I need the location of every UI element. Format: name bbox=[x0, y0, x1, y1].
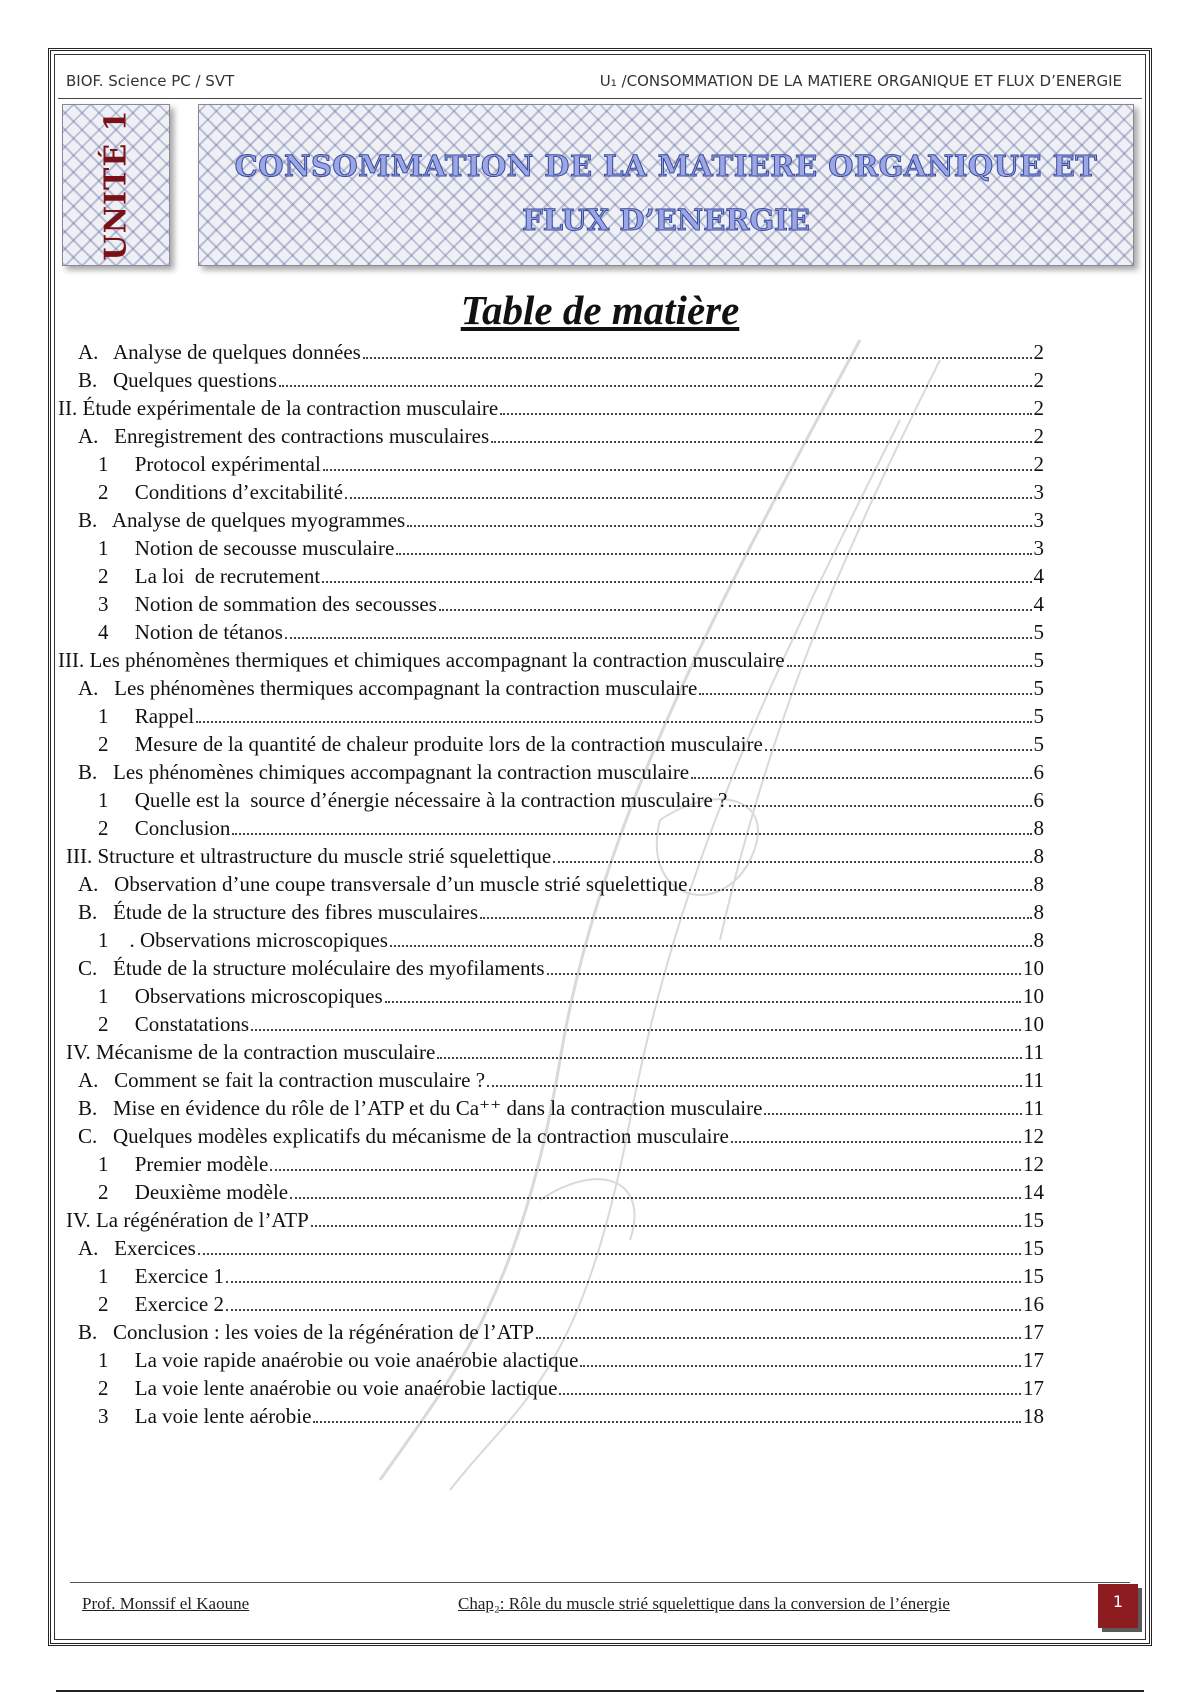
toc-dot-leader bbox=[580, 1364, 1021, 1367]
toc-entry-page: 5 bbox=[1033, 704, 1044, 728]
toc-entry[interactable] bbox=[58, 393, 1044, 423]
toc-entry-label: 1 Protocol expérimental bbox=[98, 452, 321, 476]
toc-entry[interactable] bbox=[78, 337, 1044, 367]
toc-entry[interactable] bbox=[98, 617, 1044, 647]
toc-entry-label: 3 Notion de sommation des secousses bbox=[98, 592, 437, 616]
toc-entry-page: 11 bbox=[1023, 1096, 1044, 1120]
toc-entry-page: 8 bbox=[1033, 872, 1044, 896]
toc-entry-label: 2 Mesure de la quantité de chaleur produite lors de la contraction musculaire bbox=[98, 732, 763, 756]
toc-entry-label: C. Quelques modèles explicatifs du mécanisme de la contraction musculaire bbox=[78, 1124, 729, 1148]
toc-dot-leader bbox=[437, 1056, 1021, 1059]
toc-entry-page: 5 bbox=[1033, 648, 1044, 672]
toc-entry-page: 10 bbox=[1023, 1012, 1044, 1036]
toc-entry-page: 6 bbox=[1033, 788, 1044, 812]
toc-entry-page: 5 bbox=[1033, 732, 1044, 756]
footer-author: Prof. Monssif el Kaoune bbox=[82, 1594, 250, 1613]
toc-entry[interactable] bbox=[78, 673, 1044, 703]
toc-dot-leader bbox=[689, 888, 1031, 891]
toc-entry-page: 6 bbox=[1033, 760, 1044, 784]
toc-entry-page: 17 bbox=[1023, 1320, 1044, 1344]
footer-divider bbox=[70, 1582, 1130, 1583]
toc-dot-leader bbox=[547, 972, 1021, 975]
header-right: U₁ /CONSOMMATION DE LA MATIERE ORGANIQUE ET FLUX D’ENERGIE bbox=[599, 72, 1122, 90]
toc-entry-label: A. Exercices bbox=[78, 1236, 196, 1260]
toc-entry-label: B. Analyse de quelques myogrammes bbox=[78, 508, 406, 532]
toc-dot-leader bbox=[691, 776, 1031, 779]
toc-entry-label: A. Analyse de quelques données bbox=[78, 340, 361, 364]
toc-dot-leader bbox=[385, 1000, 1021, 1003]
toc-entry-page: 4 bbox=[1033, 592, 1044, 616]
toc-dot-leader bbox=[729, 804, 1031, 807]
toc-dot-leader bbox=[699, 692, 1031, 695]
toc-entry[interactable] bbox=[78, 365, 1044, 395]
toc-entry[interactable] bbox=[98, 813, 1044, 843]
toc-entry-label: 2 Conditions d’excitabilité bbox=[98, 480, 343, 504]
toc-entry-label: II. Étude expérimentale de la contraction musculaire bbox=[58, 396, 499, 420]
toc-entry-page: 8 bbox=[1033, 816, 1044, 840]
toc-entry[interactable] bbox=[98, 449, 1044, 479]
toc-entry[interactable] bbox=[78, 953, 1044, 983]
toc-entry-page: 3 bbox=[1033, 536, 1044, 560]
toc-entry-page: 11 bbox=[1023, 1040, 1044, 1064]
toc-dot-leader bbox=[487, 1084, 1022, 1087]
toc-dot-leader bbox=[553, 860, 1031, 863]
toc-entry[interactable] bbox=[98, 1149, 1044, 1179]
toc-dot-leader bbox=[285, 636, 1032, 639]
toc-entry-page: 17 bbox=[1023, 1376, 1044, 1400]
toc-dot-leader bbox=[279, 384, 1032, 387]
toc-entry-page: 18 bbox=[1023, 1404, 1044, 1428]
toc-entry[interactable] bbox=[58, 645, 1044, 675]
toc-dot-leader bbox=[251, 1028, 1021, 1031]
toc-entry-label: C. Étude de la structure moléculaire des myofilaments bbox=[78, 956, 545, 980]
toc-dot-leader bbox=[480, 916, 1031, 919]
toc-dot-leader bbox=[407, 524, 1031, 527]
banner-title-line2: FLUX D’ENERGIE bbox=[522, 203, 810, 237]
bottom-rule bbox=[56, 1690, 1144, 1692]
toc-entry-page: 15 bbox=[1023, 1208, 1044, 1232]
toc-entry-page: 8 bbox=[1033, 928, 1044, 952]
toc-entry[interactable] bbox=[78, 897, 1044, 927]
toc-entry[interactable] bbox=[98, 477, 1044, 507]
toc-entry-page: 4 bbox=[1033, 564, 1044, 588]
title-banner bbox=[198, 104, 1134, 266]
toc-dot-leader bbox=[765, 748, 1032, 751]
toc-entry[interactable] bbox=[98, 561, 1044, 591]
toc-entry[interactable] bbox=[98, 785, 1044, 815]
toc-dot-leader bbox=[323, 468, 1032, 471]
header-divider bbox=[58, 98, 1142, 99]
page-number-badge: 1 bbox=[1098, 1584, 1138, 1628]
toc-entry-page: 2 bbox=[1033, 340, 1044, 364]
toc-entry-page: 17 bbox=[1023, 1348, 1044, 1372]
toc-entry[interactable] bbox=[98, 925, 1044, 955]
toc-entry-label: 2 Conclusion bbox=[98, 816, 231, 840]
toc-entry-page: 12 bbox=[1023, 1152, 1044, 1176]
toc-entry-label: 4 Notion de tétanos bbox=[98, 620, 283, 644]
toc-entry-page: 15 bbox=[1023, 1264, 1044, 1288]
toc-entry-label: 3 La voie lente aérobie bbox=[98, 1404, 312, 1428]
toc-entry[interactable] bbox=[98, 1261, 1044, 1291]
toc-entry-label: A. Les phénomènes thermiques accompagnant la contraction musculaire bbox=[78, 676, 698, 700]
toc-entry-label: 2 Constatations bbox=[98, 1012, 250, 1036]
toc-dot-leader bbox=[311, 1224, 1021, 1227]
toc-entry-page: 8 bbox=[1033, 900, 1044, 924]
toc-entry-label: A. Comment se fait la contraction musculaire ? bbox=[78, 1068, 486, 1092]
toc-entry-page: 15 bbox=[1023, 1236, 1044, 1260]
toc-entry-label: 1 La voie rapide anaérobie ou voie anaérobie alactique bbox=[98, 1348, 579, 1372]
toc-dot-leader bbox=[439, 608, 1032, 611]
toc-dot-leader bbox=[536, 1336, 1021, 1339]
toc-entry[interactable] bbox=[78, 869, 1044, 899]
toc-entry-label: 1 Notion de secousse musculaire bbox=[98, 536, 395, 560]
toc-entry[interactable] bbox=[98, 533, 1044, 563]
toc-entry-label: B. Conclusion : les voies de la régénération de l’ATP bbox=[78, 1320, 535, 1344]
unit-label: UNITÉ 1 bbox=[98, 109, 134, 261]
toc-entry-label: 1 Observations microscopiques bbox=[98, 984, 383, 1008]
toc-entry-label: B. Les phénomènes chimiques accompagnant la contraction musculaire bbox=[78, 760, 690, 784]
unit-banner bbox=[62, 104, 170, 266]
toc-entry-label: A. Observation d’une coupe transversale d’un muscle strié squelettique bbox=[78, 872, 688, 896]
toc-entry[interactable] bbox=[78, 1065, 1044, 1095]
toc-entry[interactable] bbox=[98, 1177, 1044, 1207]
toc-entry[interactable] bbox=[98, 1009, 1044, 1039]
toc-entry[interactable] bbox=[66, 1037, 1044, 1067]
toc-dot-leader bbox=[198, 1252, 1021, 1255]
toc-entry[interactable] bbox=[66, 841, 1044, 871]
toc-entry-page: 2 bbox=[1033, 424, 1044, 448]
toc-entry-label: IV. La régénération de l’ATP bbox=[66, 1208, 309, 1232]
banner-title-line1: CONSOMMATION DE LA MATIERE ORGANIQUE ET bbox=[234, 149, 1098, 183]
toc-entry-page: 2 bbox=[1033, 452, 1044, 476]
toc-dot-leader bbox=[390, 944, 1032, 947]
toc-dot-leader bbox=[226, 1280, 1021, 1283]
toc-entry-label: 2 La voie lente anaérobie ou voie anaérobie lactique bbox=[98, 1376, 558, 1400]
toc-dot-leader bbox=[270, 1168, 1021, 1171]
toc-entry[interactable] bbox=[98, 589, 1044, 619]
toc-entry-label: III. Les phénomènes thermiques et chimiques accompagnant la contraction musculaire bbox=[58, 648, 785, 672]
toc-dot-leader bbox=[396, 552, 1031, 555]
toc-entry-page: 16 bbox=[1023, 1292, 1044, 1316]
toc-entry[interactable] bbox=[98, 1289, 1044, 1319]
toc-entry-page: 10 bbox=[1023, 956, 1044, 980]
toc-dot-leader bbox=[500, 412, 1031, 415]
toc-entry-label: A. Enregistrement des contractions musculaires bbox=[78, 424, 490, 448]
toc-entry-label: 2 Deuxième modèle bbox=[98, 1180, 289, 1204]
toc-dot-leader bbox=[313, 1420, 1021, 1423]
toc-entry-label: 2 La loi de recrutement bbox=[98, 564, 321, 588]
toc-entry-label: B. Mise en évidence du rôle de l’ATP et du Ca⁺⁺ dans la contraction musculaire bbox=[78, 1096, 763, 1120]
toc-entry[interactable] bbox=[78, 1093, 1044, 1123]
toc-entry[interactable] bbox=[78, 757, 1044, 787]
toc-entry[interactable] bbox=[98, 1373, 1044, 1403]
toc-entry-label: B. Étude de la structure des fibres musculaires bbox=[78, 900, 479, 924]
toc-entry-page: 3 bbox=[1033, 480, 1044, 504]
toc-entry-page: 12 bbox=[1023, 1124, 1044, 1148]
toc-title: Table de matière bbox=[460, 287, 740, 333]
toc-dot-leader bbox=[731, 1140, 1021, 1143]
toc-entry-page: 2 bbox=[1033, 396, 1044, 420]
toc-entry-label: 2 Exercice 2 bbox=[98, 1292, 224, 1316]
toc-entry-page: 8 bbox=[1033, 844, 1044, 868]
toc-entry[interactable] bbox=[78, 505, 1044, 535]
toc-entry[interactable] bbox=[66, 1205, 1044, 1235]
footer-chapter: Chap₂: Rôle du muscle strié squelettique dans la conversion de l’énergie bbox=[458, 1594, 950, 1613]
toc-entry[interactable] bbox=[98, 701, 1044, 731]
toc-entry-page: 3 bbox=[1033, 508, 1044, 532]
toc-dot-leader bbox=[764, 1112, 1021, 1115]
toc-entry[interactable] bbox=[98, 1345, 1044, 1375]
toc-dot-leader bbox=[559, 1392, 1021, 1395]
toc-entry-label: 1 Exercice 1 bbox=[98, 1264, 224, 1288]
header-left: BIOF. Science PC / SVT bbox=[66, 72, 235, 90]
toc-dot-leader bbox=[232, 832, 1031, 835]
toc-dot-leader bbox=[322, 580, 1031, 583]
toc-dot-leader bbox=[363, 356, 1032, 359]
toc-entry[interactable] bbox=[78, 1121, 1044, 1151]
toc-entry-page: 10 bbox=[1023, 984, 1044, 1008]
toc-entry-label: 1 Quelle est la source d’énergie nécessaire à la contraction musculaire ? bbox=[98, 788, 728, 812]
toc-entry-page: 14 bbox=[1023, 1180, 1044, 1204]
toc-entry-label: 1 Premier modèle bbox=[98, 1152, 269, 1176]
toc-entry[interactable] bbox=[78, 1233, 1044, 1263]
toc-entry-page: 5 bbox=[1033, 620, 1044, 644]
toc-dot-leader bbox=[491, 440, 1031, 443]
toc-dot-leader bbox=[787, 664, 1032, 667]
toc-entry[interactable] bbox=[78, 421, 1044, 451]
toc-entry[interactable] bbox=[98, 1401, 1044, 1431]
toc-entry[interactable] bbox=[78, 1317, 1044, 1347]
toc-entry-label: 1 . Observations microscopiques bbox=[98, 928, 388, 952]
toc-dot-leader bbox=[196, 720, 1031, 723]
toc-entry-page: 5 bbox=[1033, 676, 1044, 700]
toc-entry-label: III. Structure et ultrastructure du muscle strié squelettique bbox=[66, 844, 552, 868]
toc-entry-page: 11 bbox=[1023, 1068, 1044, 1092]
toc-entry[interactable] bbox=[98, 981, 1044, 1011]
toc-dot-leader bbox=[290, 1196, 1021, 1199]
toc-dot-leader bbox=[226, 1308, 1021, 1311]
toc-entry-label: B. Quelques questions bbox=[78, 368, 277, 392]
toc-entry-page: 2 bbox=[1033, 368, 1044, 392]
toc-dot-leader bbox=[345, 496, 1032, 499]
toc-entry-label: IV. Mécanisme de la contraction musculaire bbox=[66, 1040, 436, 1064]
toc-entry[interactable] bbox=[98, 729, 1044, 759]
toc-entry-label: 1 Rappel bbox=[98, 704, 195, 728]
